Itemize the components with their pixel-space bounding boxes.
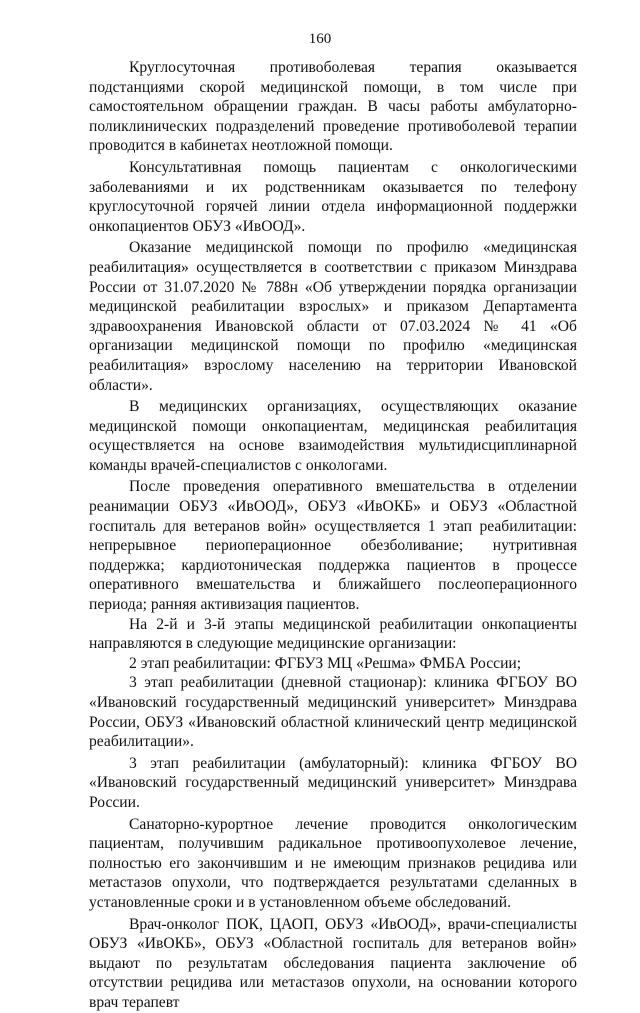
- paragraph-consultation: Консультативная помощь пациентам с онкологическими заболеваниями и их родственникам оказывается по телефону круглосуточной горячей линии отдела информационной поддержки онкопациентов ОБУЗ «ИвООД».: [89, 158, 577, 235]
- page-number: 160: [308, 31, 332, 47]
- paragraph-pain-therapy: Круглосуточная противоболевая терапия оказывается подстанциями скорой медицинской помощи, в том числе при самостоятельном обращении граждан. В часы работы амбулаторно-поликлинических подразделений проведение противоболевой терапии проводится в кабинетах неотложной помощи.: [89, 59, 577, 155]
- paragraph-stage-1: После проведения оперативного вмешательства в отделении реанимации ОБУЗ «ИвООД», ОБУЗ «ИвОКБ» и ОБУЗ «Областной госпиталь для ветеранов войн» осуществляется 1 этап реабилитации: непрерывное периоперационное обезболивание; нутритивная поддержка; кардиотоническая поддержка пациентов в процессе оперативного вмешательства и ближайшего послеоперационного периода; ранняя активизация пациентов.: [89, 478, 577, 614]
- paragraph-stage-2: 2 этап реабилитации: ФГБУЗ МЦ «Решма» ФМБА России;: [129, 654, 522, 672]
- paragraph-stage-3-day-hospital: 3 этап реабилитации (дневной стационар): клиника ФГБОУ ВО «Ивановский государственный медицинский университет» Минздрава России, ОБУЗ «Ивановский областной клинический центр медицинской реабилитации».: [89, 674, 577, 751]
- paragraph-stages-2-3-intro: На 2-й и 3-й этапы медицинской реабилитации онкопациенты направляются в следующие медицинские организации:: [89, 615, 577, 653]
- paragraph-rehabilitation-orders: Оказание медицинской помощи по профилю «медицинская реабилитация» осуществляется в соответствии с приказом Минздрава России от 31.07.2020 № 788н «Об утверждении порядка организации медицинской реабилитации взрослых» и приказом Департамента здравоохранения Ивановской области от 07.03.2024 № 41 «Об организации медицинской помощи по профилю «медицинская реабилитация» взрослому населению на территории Ивановской области».: [89, 239, 577, 394]
- paragraph-oncologist-conclusion: Врач-онколог ПОК, ЦАОП, ОБУЗ «ИвООД», врачи-специалисты ОБУЗ «ИвОКБ», ОБУЗ «Областной госпиталь для ветеранов войн» выдают по результатам обследования пациента заключение об отсутствии рецидива или метастазов опухоли, на основании которого врач терапевт: [89, 915, 577, 1011]
- paragraph-multidisciplinary-team: В медицинских организациях, осуществляющих оказание медицинской помощи онкопациентам, медицинская реабилитация осуществляется на основе взаимодействия мультидисциплинарной команды врачей-специалистов с онкологами.: [89, 398, 577, 474]
- paragraph-sanatorium: Санаторно-курортное лечение проводится онкологическим пациентам, получившим радикальное противоопухолевое лечение, полностью его закончившим и не имеющим признаков рецидива или метастазов опухоли, что подтверждается результатами сделанных в установленные сроки и в установленном объеме обследований.: [89, 815, 577, 911]
- paragraph-stage-3-outpatient: 3 этап реабилитации (амбулаторный): клиника ФГБОУ ВО «Ивановский государственный медицинский университет» Минздрава России.: [89, 754, 577, 811]
- body-text: [89, 58, 577, 1013]
